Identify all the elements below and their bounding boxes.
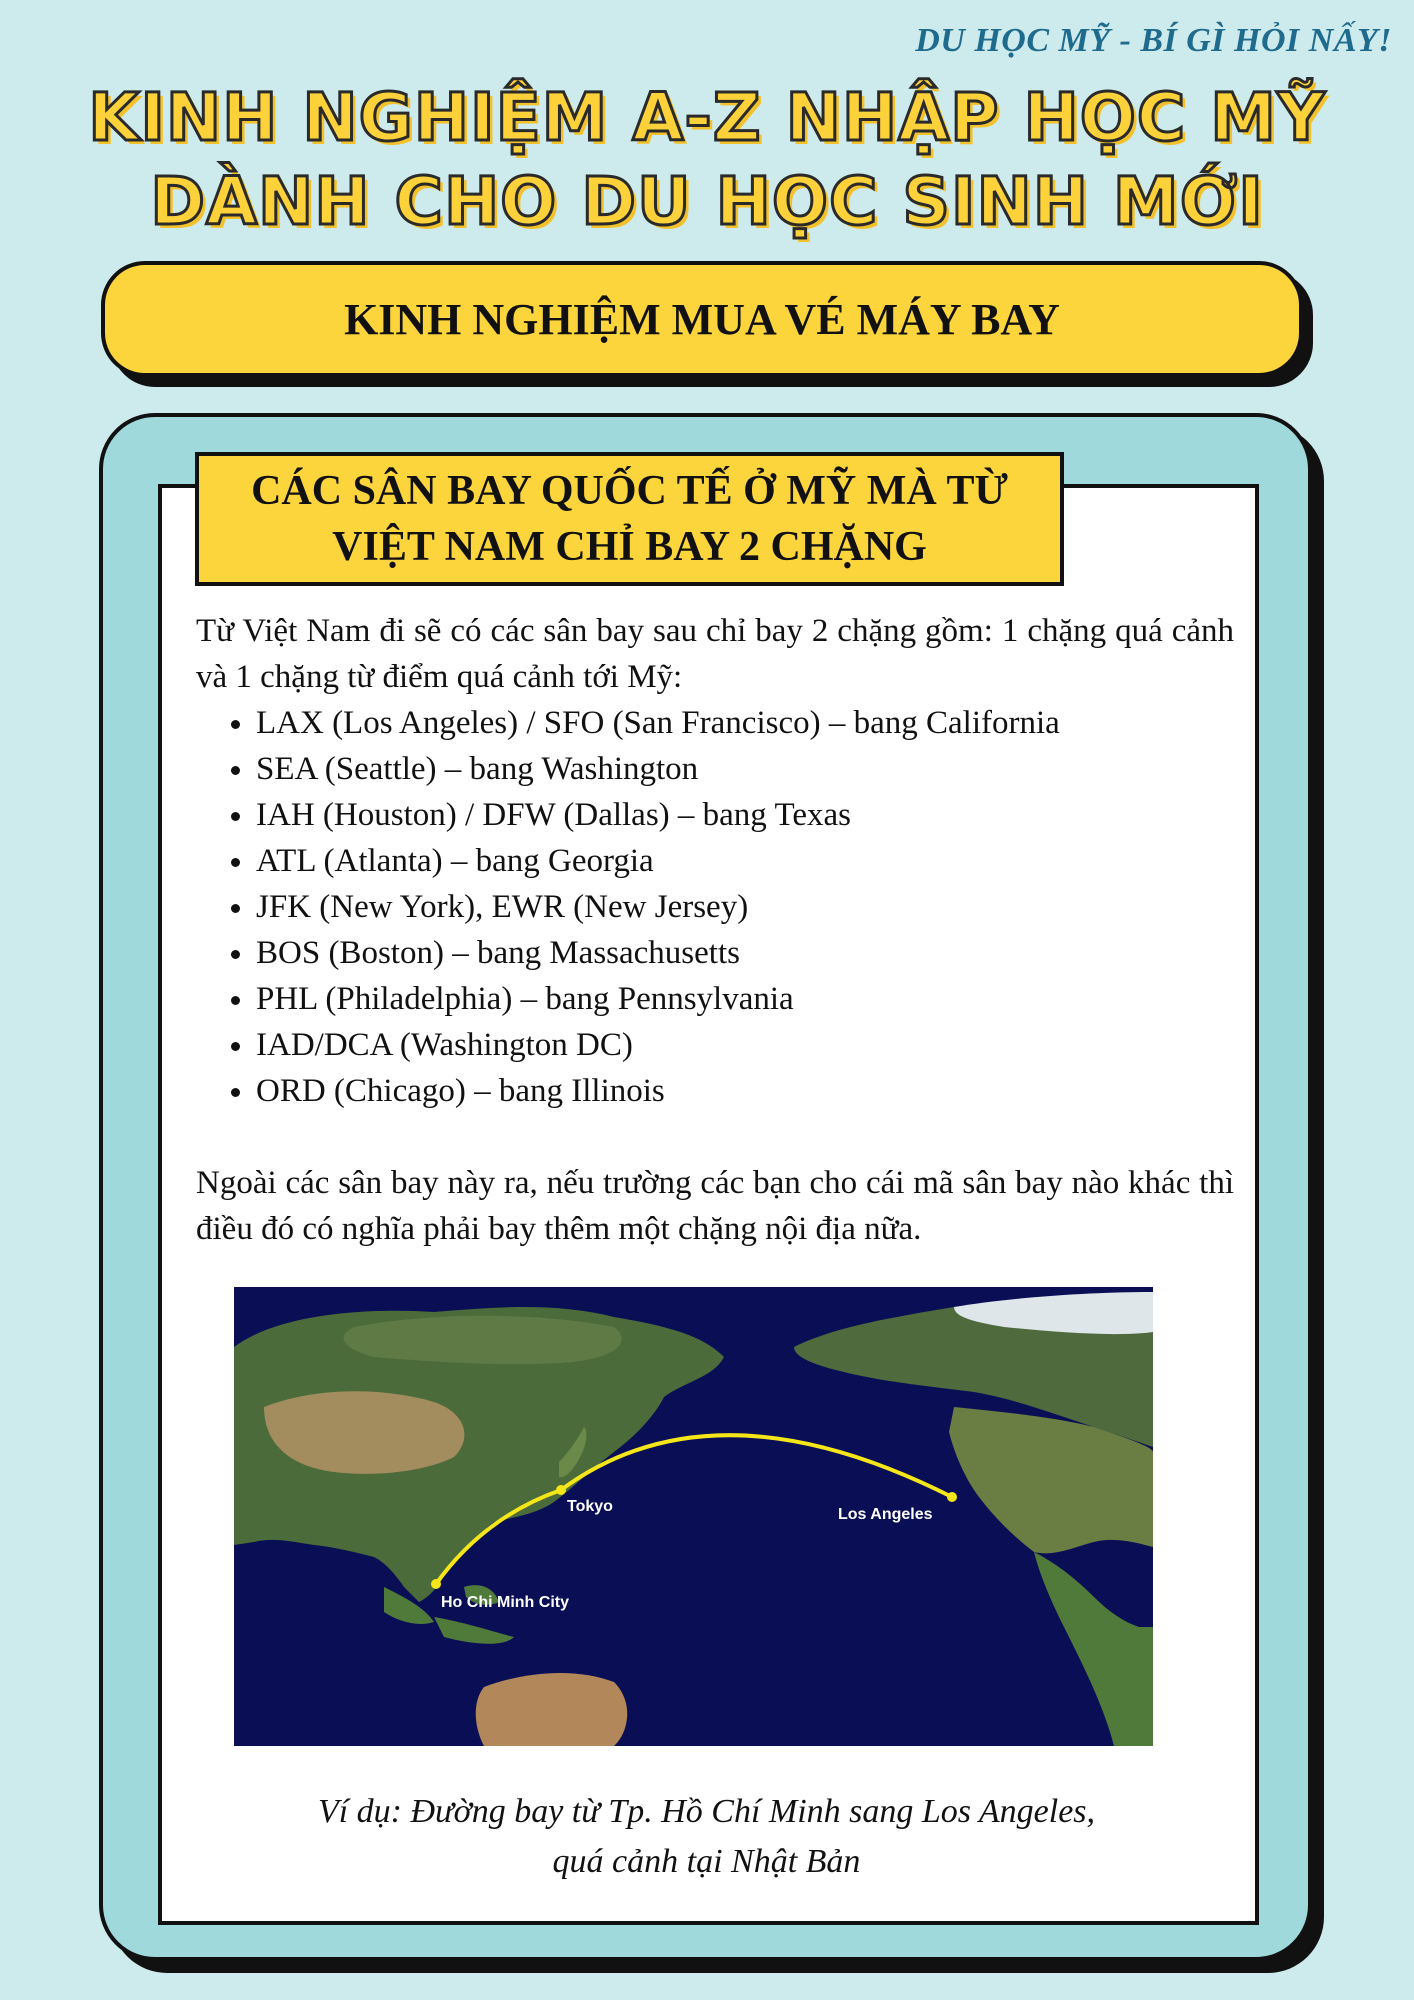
list-item: • ORD (Chicago) – bang Illinois	[256, 1068, 1234, 1114]
section-banner-label: KINH NGHIỆM MUA VÉ MÁY BAY	[344, 294, 1060, 344]
map-caption-line-2: quá cảnh tại Nhật Bản	[552, 1843, 861, 1880]
map-caption-line-1: Ví dụ: Đường bay từ Tp. Hồ Chí Minh sang Los Angeles,	[317, 1793, 1096, 1830]
section-heading	[195, 452, 1064, 586]
flight-route-map	[234, 1287, 1153, 1746]
list-item: • PHL (Philadelphia) – bang Pennsylvania	[256, 976, 1234, 1022]
list-item: • BOS (Boston) – bang Massachusetts	[256, 930, 1234, 976]
section-banner	[101, 261, 1303, 377]
list-item: • LAX (Los Angeles) / SFO (San Francisco) – bang California	[256, 700, 1234, 746]
page-title-line-1: KINH NGHIỆM A-Z NHẬP HỌC MỸ	[88, 79, 1326, 156]
transit-marker	[556, 1485, 566, 1495]
section-body	[196, 608, 1234, 1252]
asia-north	[344, 1316, 622, 1364]
origin-marker	[431, 1579, 441, 1589]
page-title	[0, 76, 1414, 244]
tagline: DU HỌC MỸ - BÍ GÌ HỎI NẤY!	[915, 22, 1392, 59]
airport-list	[196, 700, 1234, 1114]
list-item: • IAD/DCA (Washington DC)	[256, 1022, 1234, 1068]
note-paragraph: Ngoài các sân bay này ra, nếu trường các bạn cho cái mã sân bay nào khác thì điều đó có nghĩa phải bay thêm một chặng nội địa nữa.	[196, 1165, 1234, 1247]
intro-paragraph: Từ Việt Nam đi sẽ có các sân bay sau chỉ bay 2 chặng gồm: 1 chặng quá cảnh và 1 chặng từ điểm quá cảnh tới Mỹ:	[196, 613, 1234, 695]
destination-marker	[947, 1492, 957, 1502]
map-caption	[160, 1787, 1253, 1887]
transit-label: Tokyo	[567, 1498, 613, 1515]
section-heading-line-2: VIỆT NAM CHỈ BAY 2 CHẶNG	[332, 524, 927, 570]
world-map-graphic	[234, 1287, 1153, 1746]
section-heading-line-1: CÁC SÂN BAY QUỐC TẾ Ở MỸ MÀ TỪ	[251, 468, 1008, 514]
destination-label: Los Angeles	[838, 1506, 933, 1523]
list-item: • JFK (New York), EWR (New Jersey)	[256, 884, 1234, 930]
australia	[476, 1673, 627, 1746]
list-item: • ATL (Atlanta) – bang Georgia	[256, 838, 1234, 884]
list-item: • IAH (Houston) / DFW (Dallas) – bang Texas	[256, 792, 1234, 838]
page-title-line-2: DÀNH CHO DU HỌC SINH MỚI	[150, 163, 1264, 240]
origin-label: Ho Chi Minh City	[441, 1594, 569, 1611]
list-item: • SEA (Seattle) – bang Washington	[256, 746, 1234, 792]
